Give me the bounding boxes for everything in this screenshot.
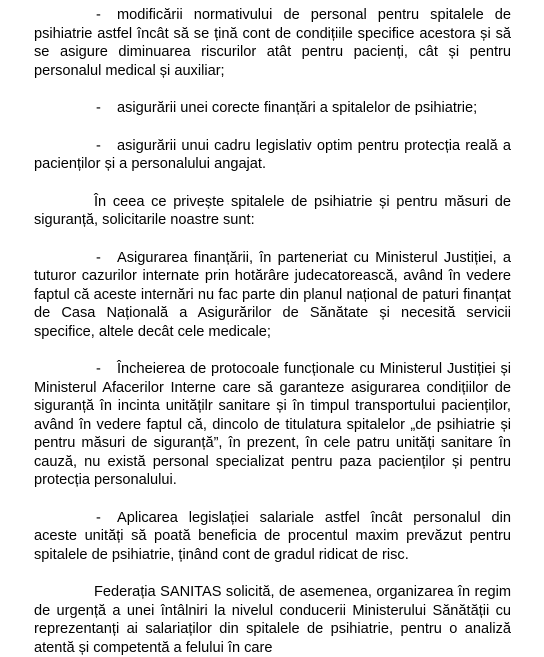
request-item-salary (34, 509, 511, 565)
bullet-dash: - (96, 249, 101, 266)
paragraph-text: Asigurarea finanțării, în parteneriat cu Ministerul Justiției, a tuturor cazurilor internate prin hotărâre judecatorească, având în vedere faptul că aceste internări nu fac parte din planul național de paturi finanțat de Casa Națională a Asigurărilor de Sănătate și necesită servicii specifice, altele decât cele medicale; (34, 249, 511, 340)
paragraph-text: modificării normativului de personal pentru spitalele de psihiatrie astfel încât să se țină cont de condițiile specifice acestora și să se asigure diminuarea riscurilor atât pentru pacienți, cât și pentru personalul medical și auxiliar; (34, 7, 511, 79)
bullet-dash: - (96, 100, 101, 116)
bullet-item-financing (34, 99, 511, 118)
paragraph-text: În ceea ce privește spitalele de psihiatrie și pentru măsuri de siguranță, solicitarile noastre sunt: (34, 193, 511, 228)
bullet-dash: - (96, 137, 101, 154)
intro-paragraph-requests (34, 193, 511, 230)
bullet-item-normative (34, 6, 511, 80)
paragraph-text: Aplicarea legislației salariale astfel încât personalul din aceste unități să poată beneficia de procentul maxim prevăzut pentru spitalele de psihiatrie, ținând cont de gradul ridicat de risc. (34, 509, 511, 563)
paragraph-text: Federația SANITAS solicită, de asemenea, organizarea în regim de urgență a unei întâlniri la nivelul conducerii Ministerului Sănătății cu reprezentanți ai salariaților din spitalele de psihiatrie, pentru o analiză atentă și competentă a felului în care (34, 584, 511, 656)
bullet-dash: - (96, 361, 101, 377)
paragraph-text: asigurării unui cadru legislativ optim pentru protecția reală a pacienților și a personalului angajat. (34, 137, 511, 172)
bullet-dash: - (96, 509, 101, 526)
closing-paragraph-meeting (34, 583, 511, 657)
paragraph-text: asigurării unei corecte finanțări a spitalelor de psihiatrie; (117, 100, 478, 116)
bullet-item-legislation (34, 137, 511, 174)
request-item-protocols (34, 360, 511, 490)
request-item-financing-justice (34, 249, 511, 342)
bullet-dash: - (96, 7, 101, 23)
paragraph-text: Încheierea de protocoale funcționale cu Ministerul Justiției și Ministerul Afacerilor Interne care să garanteze asigurarea condițiilor de siguranță în incinta unitățilr sanitare și în timpul transportului pacienților, având în vedere faptul că, dincolo de titulatura spitalelor „de psihiatrie și pentru măsuri de siguranță”, în prezent, în cele patru unități sanitare în cauză, nu există personal specializat pentru paza pacienților și pentru protecția personalului. (34, 361, 511, 488)
